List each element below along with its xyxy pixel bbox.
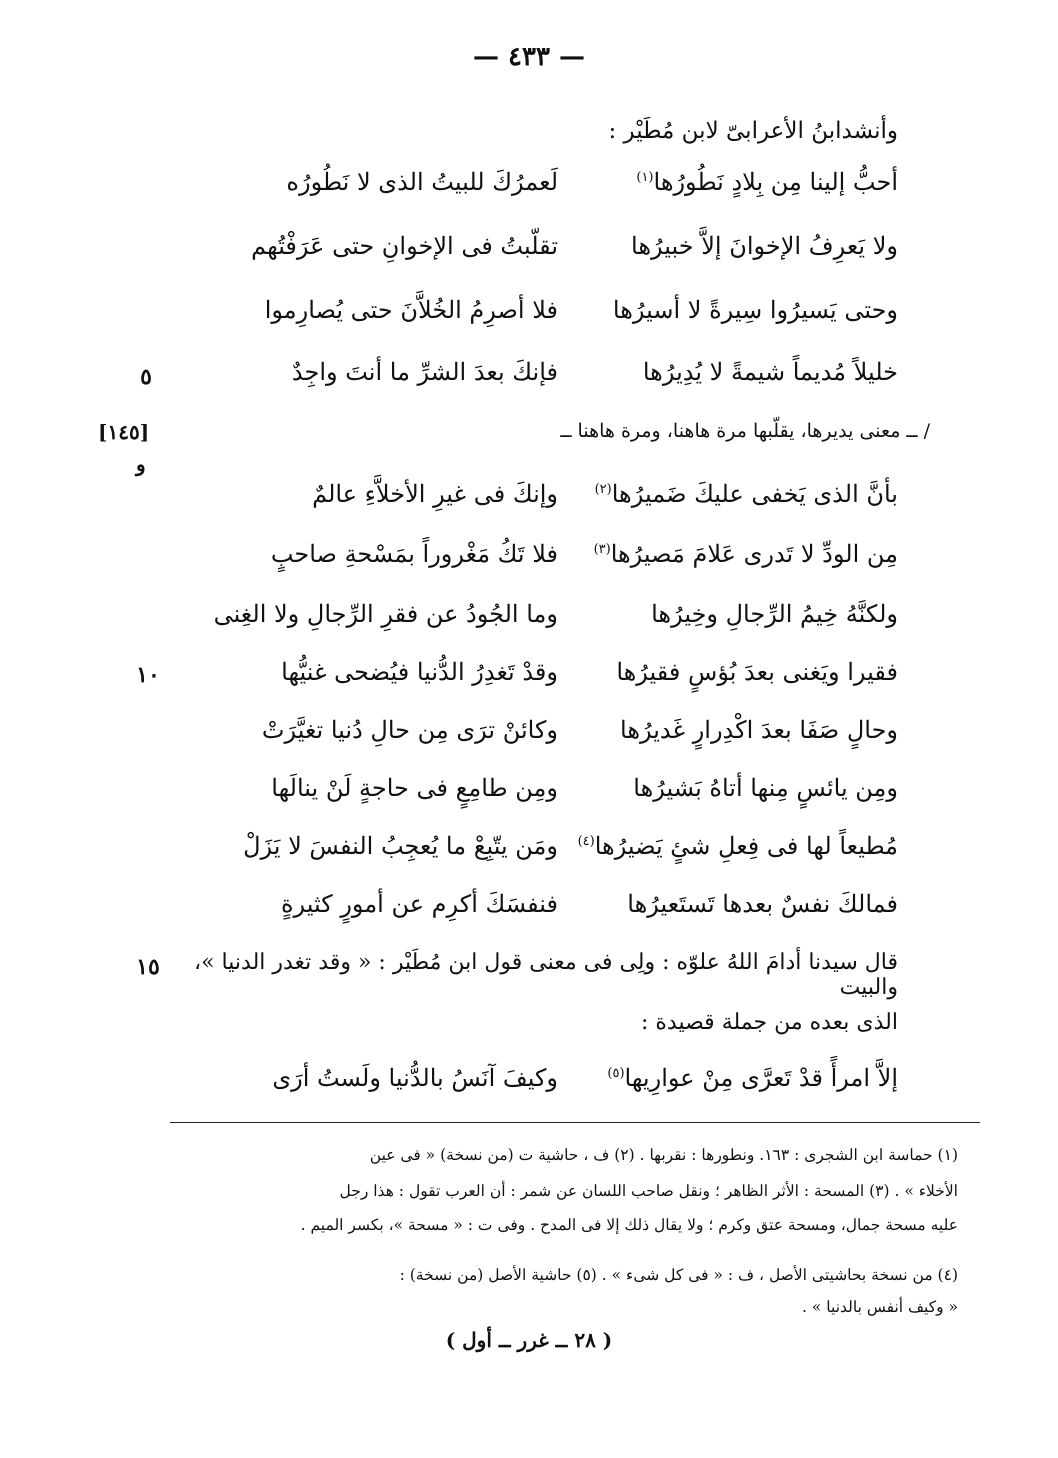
verse-second-hemistich: بأنَّ الذى يَخفى عليكَ ضَميرُها$^{(٢)}$ <box>594 480 898 508</box>
verse-first-hemistich: وما الجُودُ عن فقرِ الرِّجالِ ولا الغِنى <box>213 600 558 628</box>
verse-first-hemistich: وكائنْ ترَى مِن حالِ دُنيا تغيَّرَتْ <box>261 716 558 744</box>
verse-second-hemistich: ولا يَعرِفُ الإخوانَ إلاَّ خبيرُها <box>631 232 898 260</box>
verse-first-hemistich: ومَن يتّبِعْ ما يُعجِبُ النفسَ لا يَزَلْ <box>243 832 558 860</box>
verse-first-hemistich: لَعمرُكَ للبيتُ الذى لا نَطُورُه <box>286 168 558 196</box>
verse-first-hemistich: وإنكَ فى غيرِ الأخلاَّءِ عالمٌ <box>312 480 558 508</box>
line-number: ٥ <box>140 364 152 390</box>
footnote-marker: (٢) <box>594 482 612 497</box>
verse-line <box>0 774 1058 814</box>
footnote-line: (١) حماسة ابن الشجرى : ١٦٣. ونطورها : نقربها . (٢) ف ، حاشية ت (من نسخة) « فى عين <box>369 1146 958 1164</box>
verse-second-hemistich: ولكنَّهُ خِيمُ الرِّجالِ وخِيرُها <box>651 600 898 628</box>
verse-first-hemistich: فإنكَ بعدَ الشرِّ ما أنتَ واجِدٌ <box>291 358 558 386</box>
verse-second-hemistich: وحتى يَسيرُوا سِيرةً لا أسيرُها <box>612 296 898 324</box>
footnote-line: الأخلاء » . (٣) المسحة : الأثر الظاهر ؛ ونقل صاحب اللسان عن شمر : أن العرب تقول : هذا رجل <box>339 1182 958 1200</box>
verse-second-hemistich: فقيرا ويَغنى بعدَ بُؤسٍ فقيرُها <box>616 658 898 686</box>
verse-second-hemistich: ومِن يائسٍ مِنها أتاهُ بَشيرُها <box>633 774 898 802</box>
footnote-marker: (٥) <box>607 1066 625 1081</box>
footnote-separator <box>170 1122 980 1123</box>
footnote-marker: (٣) <box>593 542 611 557</box>
verse-second-hemistich: مُطيعاً لها فى فِعلِ شئٍ يَضيرُها$^{(٤)}$ <box>577 832 898 860</box>
line-number: ١٥ <box>136 954 160 980</box>
verse-first-hemistich: فلا أصرِمُ الخُلاَّنَ حتى يُصارِموا <box>264 296 558 324</box>
verse-second-hemistich: وحالٍ صَفَا بعدَ اكْدِرارٍ غَديرُها <box>620 716 898 744</box>
verse-second-hemistich: فمالكَ نفسٌ بعدها تَستَعيرُها <box>627 890 898 918</box>
verse-line <box>0 168 1058 208</box>
verse-first-hemistich: وقدْ تَغدِرُ الدُّنيا فيُضحى غنيُّها <box>281 658 558 686</box>
verse-second-hemistich: أحبُّ إلينا مِن بِلادٍ نَطُورُها$^{(١)}$ <box>636 168 898 196</box>
footnote-line: « وكيف أنفس بالدنيا » . <box>802 1298 958 1316</box>
folio-marker: [١٤٥] <box>98 420 150 444</box>
verse-line <box>0 600 1058 640</box>
prose-line: الذى بعده من جملة قصيدة : <box>640 1010 898 1035</box>
folio-side: و <box>136 452 146 476</box>
footnote-marker: (٤) <box>577 834 595 849</box>
intro-line: وأنشدابنُ الأعرابىّ لابن مُطَيْر : <box>608 118 898 144</box>
verse-second-hemistich: خليلاً مُديماً شيمةً لا يُدِيرُها <box>642 358 898 386</box>
verse-first-hemistich: فنفسَكَ أكرِم عن أمورٍ كثيرةٍ <box>280 890 558 918</box>
verse-line <box>0 890 1058 930</box>
footnote-marker: (١) <box>636 170 654 185</box>
verse-second-hemistich: مِن الودِّ لا تَدرى عَلامَ مَصيرُها$^{(٣)}$ <box>593 540 898 568</box>
verse-line <box>0 480 1058 520</box>
prose-line: قال سيدنا أدامَ اللهُ علوّه : ولِى فى معنى قول ابن مُطَيْر : « وقد تغدر الدنيا »، والبيت <box>194 950 898 1000</box>
verse-line <box>0 296 1058 336</box>
verse-line <box>0 232 1058 272</box>
verse-line <box>0 716 1058 756</box>
gloss-line: / ــ معنى يديرها، يقلّبها مرة هاهنا، ومرة هاهنا ــ <box>560 420 930 442</box>
verse-second-hemistich: إلاَّ امرأً قدْ تَعرَّى مِنْ عوارِيها$^{(٥)}$ <box>607 1064 898 1092</box>
verse-line <box>0 1064 1058 1104</box>
signature-mark: ( ٢٨ ــ غرر ــ أول ) <box>445 1328 613 1352</box>
page-number: — ٤٣٣ — <box>472 42 586 72</box>
verse-first-hemistich: فلا تَكُ مَغْروراً بمَسْحةِ صاحبٍ <box>270 540 558 568</box>
verse-line <box>0 540 1058 580</box>
verse-first-hemistich: ومِن طامِعٍ فى حاجةٍ لَنْ ينالَها <box>271 774 558 802</box>
footnote-line: (٤) من نسخة بحاشيتى الأصل ، ف : « فى كل شىء » . (٥) حاشية الأصل (من نسخة) : <box>399 1266 958 1284</box>
verse-line <box>0 832 1058 872</box>
footnote-line: عليه مسحة جمال، ومسحة عتق وكرم ؛ ولا يقال ذلك إلا فى المدح . وفى ت : « مسحة »، بكسر الميم . <box>300 1216 958 1234</box>
verse-first-hemistich: وكيفَ آنَسُ بالدُّنيا ولَستُ أرَى <box>272 1064 558 1092</box>
verse-first-hemistich: تقلّبتُ فى الإخوانِ حتى عَرَفْتُهم <box>251 232 558 260</box>
line-number: ١٠ <box>136 662 160 688</box>
